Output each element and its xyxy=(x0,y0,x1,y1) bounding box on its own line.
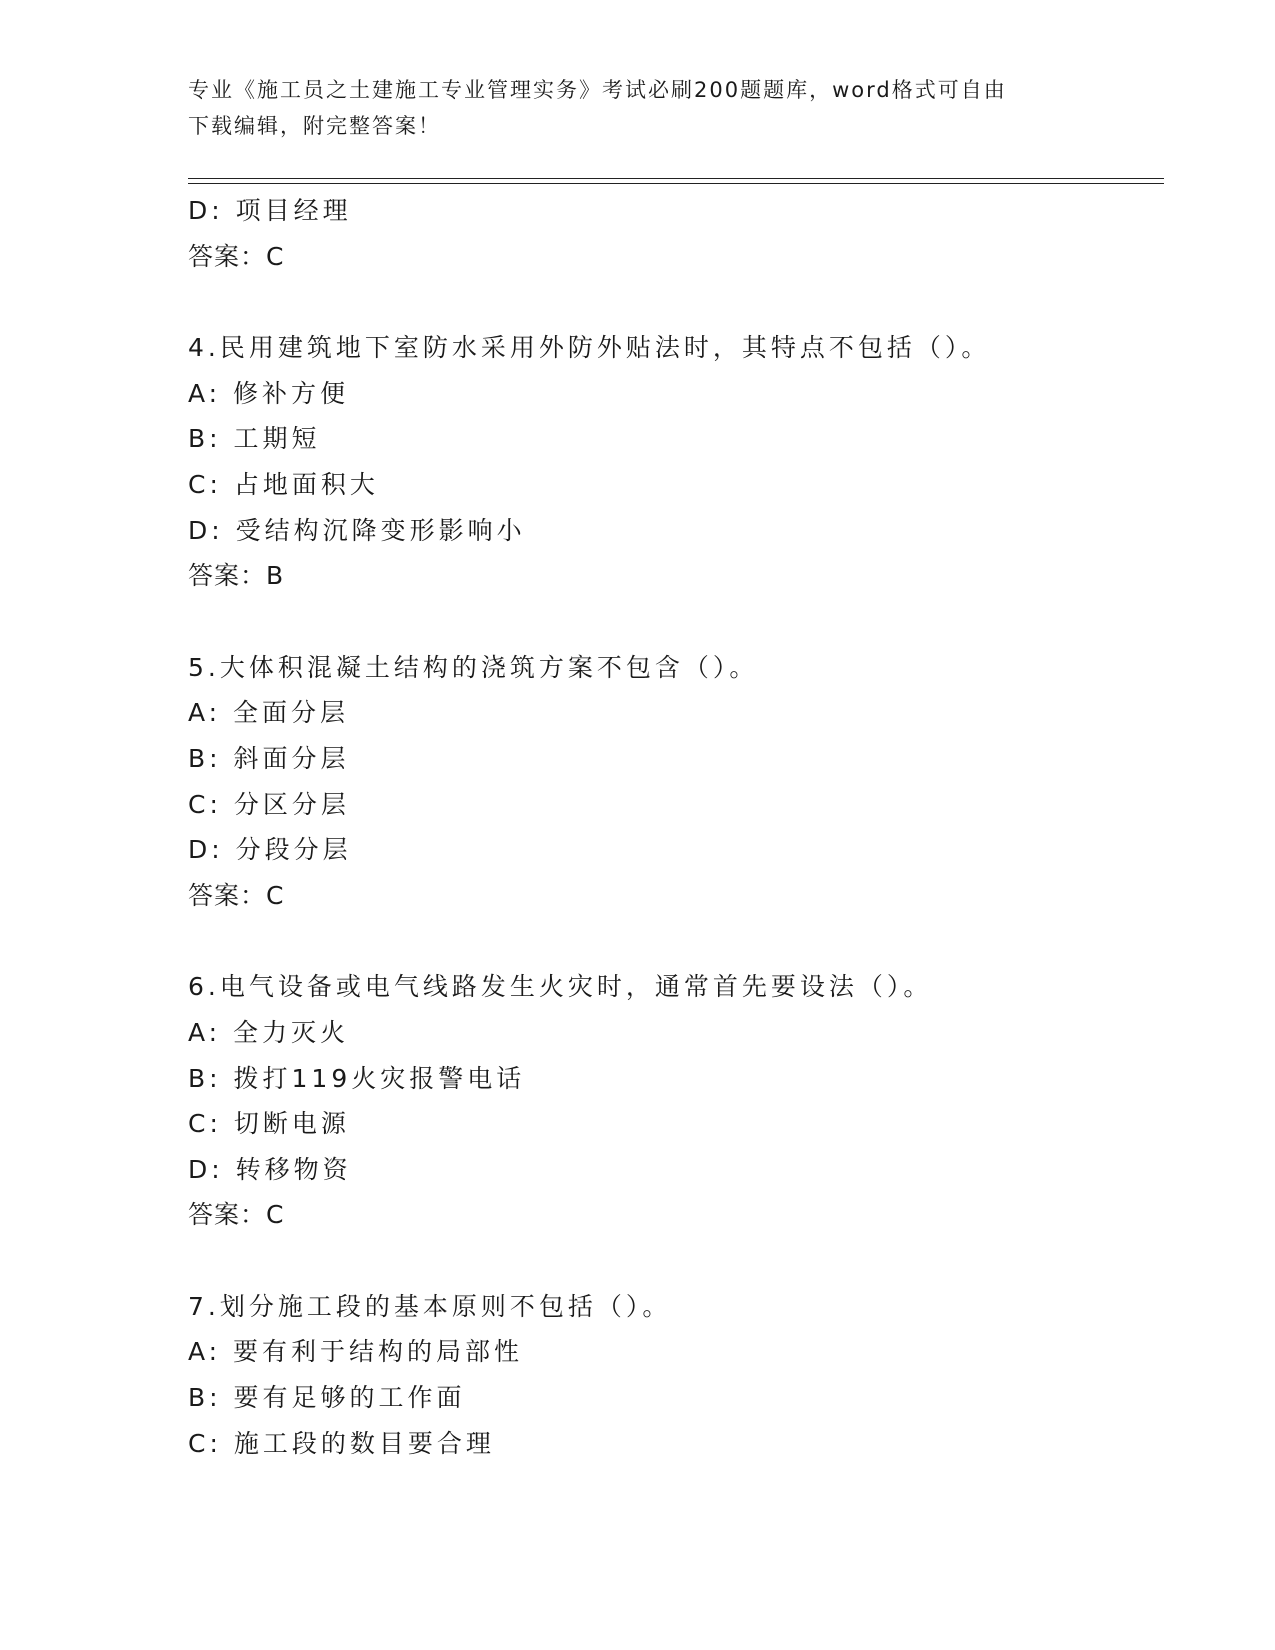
option-a: A: 全力灭火 xyxy=(188,1017,350,1047)
option-b: B: 斜面分层 xyxy=(188,743,350,773)
question-stem: 4.民用建筑地下室防水采用外防外贴法时，其特点不包括（）。 xyxy=(188,333,991,363)
question-stem: 6.电气设备或电气线路发生火灾时，通常首先要设法（）。 xyxy=(188,972,933,1002)
header-line-2: 下载编辑，附完整答案！ xyxy=(188,114,441,138)
option-d: D: 转移物资 xyxy=(188,1154,352,1184)
question-list xyxy=(188,188,1164,1466)
question-5 xyxy=(188,645,1164,919)
option-d: D: 分段分层 xyxy=(188,835,352,865)
prev-option-d: D: 项目经理 xyxy=(188,196,352,225)
question-4 xyxy=(188,325,1164,599)
header-divider-top xyxy=(188,178,1164,179)
spacer xyxy=(188,599,1164,645)
option-b: B: 要有足够的工作面 xyxy=(188,1383,466,1413)
option-c: C: 施工段的数目要合理 xyxy=(188,1428,495,1458)
question-stem: 5.大体积混凝土结构的浇筑方案不包含（）。 xyxy=(188,652,759,682)
answer: 答案：C xyxy=(188,880,285,910)
option-b: B: 工期短 xyxy=(188,424,321,454)
spacer xyxy=(188,1238,1164,1284)
option-c: C: 占地面积大 xyxy=(188,469,379,499)
option-c: C: 切断电源 xyxy=(188,1109,350,1139)
option-a: A: 全面分层 xyxy=(188,698,350,728)
option-c: C: 分区分层 xyxy=(188,789,350,819)
option-b: B: 拨打119火灾报警电话 xyxy=(188,1063,526,1093)
option-d: D: 受结构沉降变形影响小 xyxy=(188,515,526,545)
question-stem: 7.划分施工段的基本原则不包括（）。 xyxy=(188,1291,672,1321)
prev-answer: 答案：C xyxy=(188,241,285,271)
header-divider-bottom xyxy=(188,183,1164,184)
spacer xyxy=(188,279,1164,325)
header-line-1: 专业《施工员之土建施工专业管理实务》考试必刷200题题库，word格式可自由 xyxy=(188,78,1007,102)
answer: 答案：C xyxy=(188,1200,285,1230)
option-a: A: 修补方便 xyxy=(188,378,350,408)
option-a: A: 要有利于结构的局部性 xyxy=(188,1337,524,1367)
spacer xyxy=(188,918,1164,964)
document-header xyxy=(188,72,1088,144)
answer: 答案：B xyxy=(188,561,285,591)
question-6 xyxy=(188,964,1164,1238)
question-7 xyxy=(188,1284,1164,1466)
